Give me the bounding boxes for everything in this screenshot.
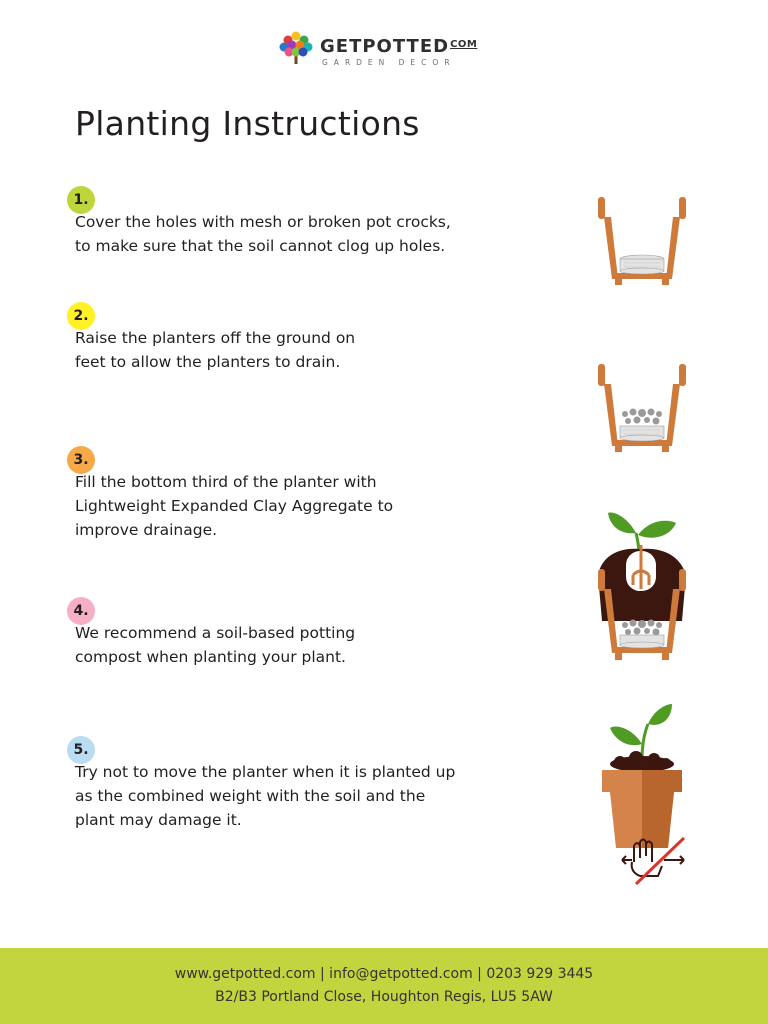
step-number-badge: 2.: [67, 302, 95, 330]
step-text: Try not to move the planter when it is planted up as the combined weight with the soil and the plant may damage it.: [75, 763, 456, 829]
step-3: [66, 446, 536, 542]
step-text: We recommend a soil-based potting compost when planting your plant.: [75, 624, 356, 666]
step-text: Fill the bottom third of the planter with Lightweight Expanded Clay Aggregate to improve drainage.: [75, 473, 394, 539]
brand-name: $GETPOTTED^{COM}$: [320, 36, 478, 57]
brand-tagline: GARDEN DECOR: [322, 58, 456, 67]
step-number-badge: 5.: [67, 736, 95, 764]
potted-plant-do-not-move-icon: [598, 700, 694, 890]
brand-suffix: COM: [450, 39, 478, 50]
step-text: Raise the planters off the ground on feet to allow the planters to drain.: [75, 329, 356, 371]
planter-with-compost-and-plant-icon: [592, 505, 692, 663]
step-1: [66, 186, 536, 258]
page-title: Planting Instructions: [75, 104, 420, 143]
planter-with-clay-aggregate-icon: [592, 362, 692, 454]
step-text: Cover the holes with mesh or broken pot crocks, to make sure that the soil cannot clog up holes.: [75, 213, 451, 255]
step-5: [66, 736, 536, 832]
planter-with-mesh-icon: [592, 195, 692, 287]
footer: [0, 948, 768, 1024]
step-number-badge: 3.: [67, 446, 95, 474]
footer-contact-line: www.getpotted.com | info@getpotted.com | 0203 929 3445: [174, 966, 594, 982]
step-number-badge: 1.: [67, 186, 95, 214]
tree-logo-icon: [278, 30, 314, 66]
brand-logo: [278, 30, 498, 70]
step-number-badge: 4.: [67, 597, 95, 625]
footer-address-line: B2/B3 Portland Close, Houghton Regis, LU5 5AW: [215, 989, 553, 1005]
step-2: [66, 302, 536, 374]
step-4: [66, 597, 536, 669]
